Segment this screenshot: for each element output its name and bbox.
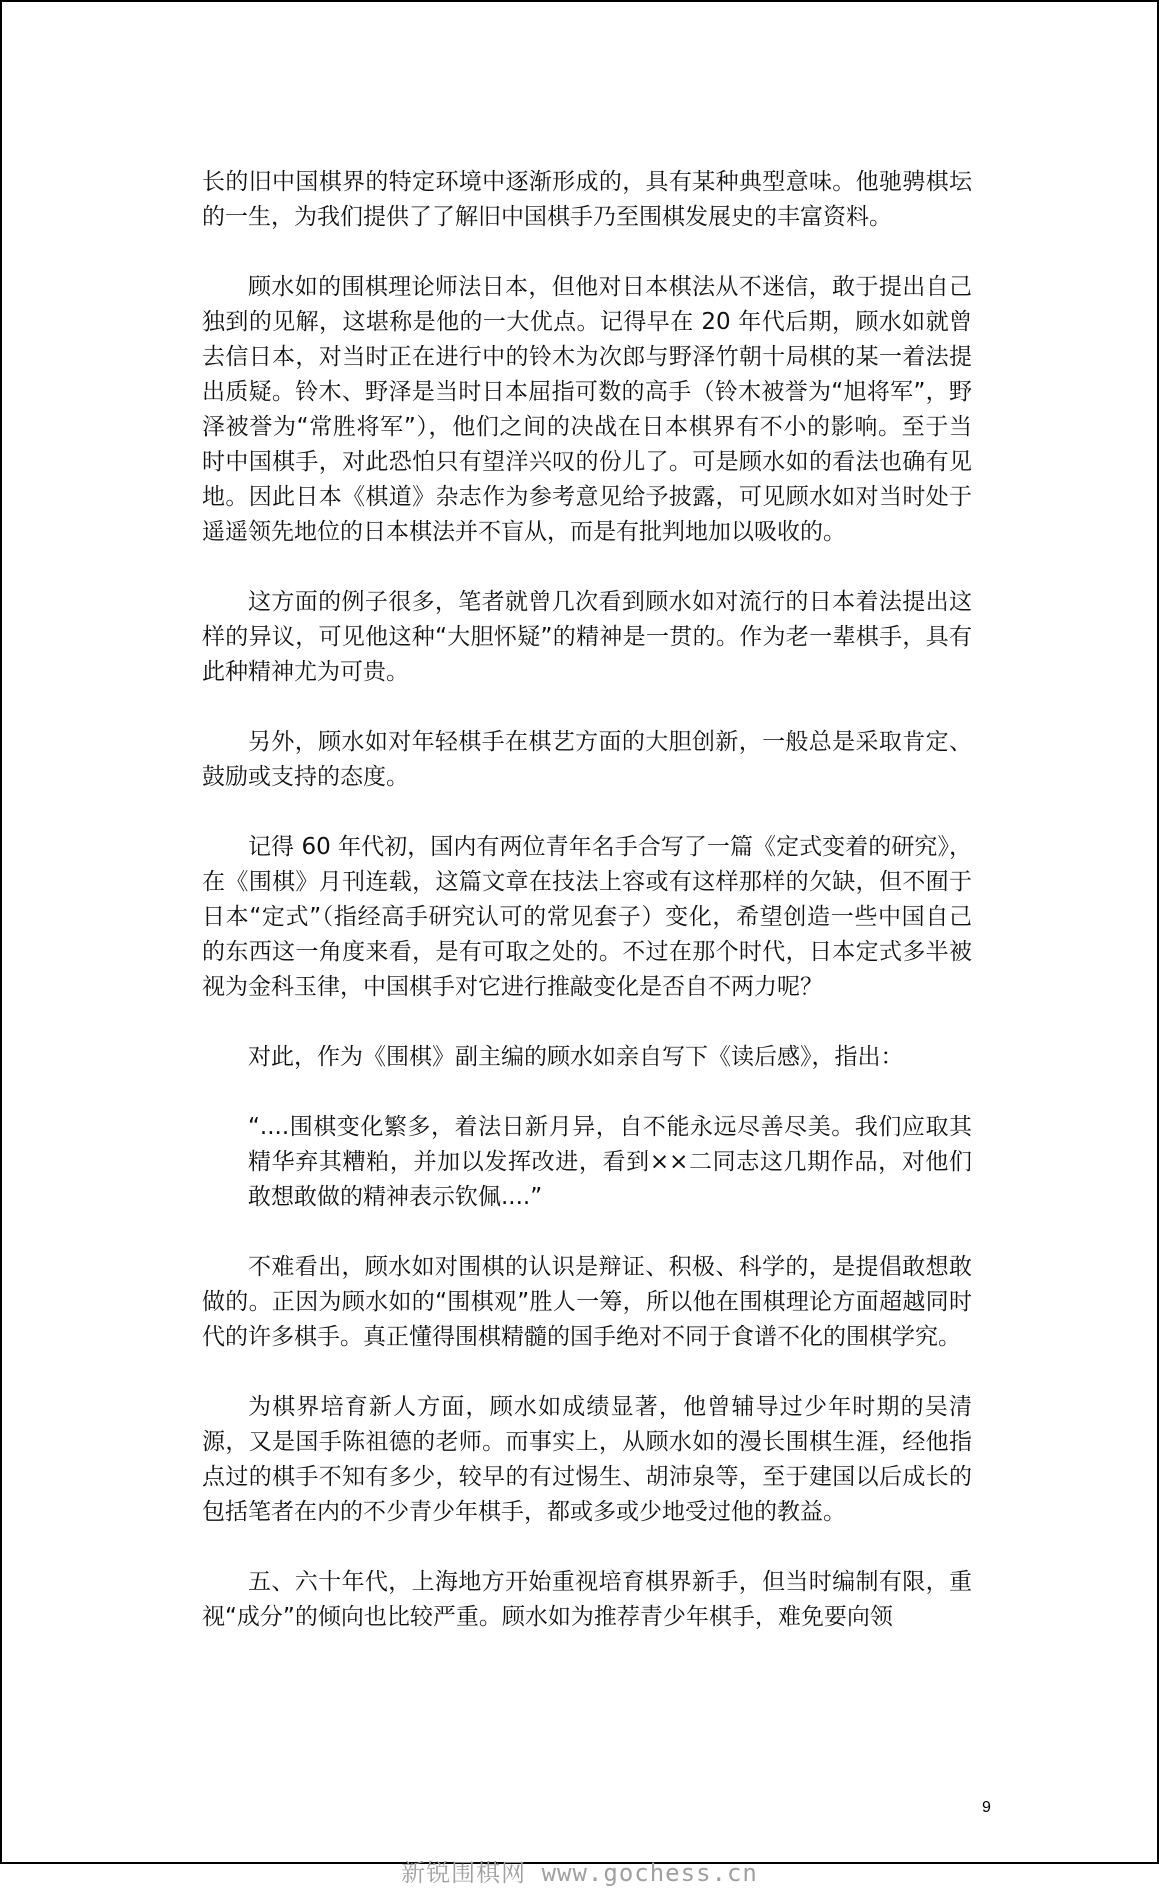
paragraph: 记得 60 年代初，国内有两位青年名手合写了一篇《定式变着的研究》，在《围棋》月刊连载，这篇文章在技法上容或有这样那样的欠缺，但不囿于日本“定式”（指经高手研究认可的常见套子）变化，希望创造一些中国自己的东西这一角度来看，是有可取之处的。不过在那个时代，日本定式多半被视为金科玉律，中国棋手对它进行推敲变化是否自不两力呢？ xyxy=(202,834,972,1000)
paragraph: 五、六十年代，上海地方开始重视培育棋界新手，但当时编制有限，重视“成分”的倾向也比较严重。顾水如为推荐青少年棋手，难免要向领 xyxy=(202,1569,972,1630)
paragraph: 顾水如的围棋理论师法日本，但他对日本棋法从不迷信，敢于提出自己独到的见解，这堪称是他的一大优点。记得早在 20 年代后期，顾水如就曾去信日本，对当时正在进行中的铃木为次郎与野泽竹朝十局棋的某一着法提出质疑。铃木、野泽是当时日本屈指可数的高手（铃木被誉为“旭将军”，野泽被誉为“常胜将军”），他们之间的决战在日本棋界有不小的影响。至于当时中国棋手，对此恐怕只有望洋兴叹的份儿了。可是顾水如的看法也确有见地。因此日本《棋道》杂志作为参考意见给予披露，可见顾水如对当时处于遥遥领先地位的日本棋法并不盲从，而是有批判地加以吸收的。 xyxy=(202,274,972,545)
block-quote: “....围棋变化繁多，着法日新月异，自不能永远尽善尽美。我们应取其精华弃其糟粕，并加以发挥改进，看到××二同志这几期作品，对他们敢想敢做的精神表示钦佩....” xyxy=(248,1114,972,1210)
paragraph: 另外，顾水如对年轻棋手在棋艺方面的大胆创新，一般总是采取肯定、鼓励或支持的态度。 xyxy=(202,729,972,790)
paragraph-continued: 长的旧中国棋界的特定环境中逐渐形成的，具有某种典型意味。他驰骋棋坛的一生，为我们提供了了解旧中国棋手乃至围棋发展史的丰富资料。 xyxy=(202,169,972,230)
paragraph: 这方面的例子很多，笔者就曾几次看到顾水如对流行的日本着法提出这样的异议，可见他这种“大胆怀疑”的精神是一贯的。作为老一辈棋手，具有此种精神尤为可贵。 xyxy=(202,589,972,685)
paragraph: 对此，作为《围棋》副主编的顾水如亲自写下《读后感》，指出： xyxy=(248,1044,904,1070)
paragraph: 为棋界培育新人方面，顾水如成绩显著，他曾辅导过少年时期的吴清源，又是国手陈祖德的老师。而事实上，从顾水如的漫长围棋生涯，经他指点过的棋手不知有多少，较早的有过惕生、胡沛泉等，至于建国以后成长的包括笔者在内的不少青少年棋手，都或多或少地受过他的教益。 xyxy=(202,1394,972,1525)
page-number: 9 xyxy=(982,1799,991,1816)
paragraph: 不难看出，顾水如对围棋的认识是辩证、积极、科学的，是提倡敢想敢做的。正因为顾水如的“围棋观”胜人一筹，所以他在围棋理论方面超越同时代的许多棋手。真正懂得围棋精髓的国手绝对不同于食谱不化的围棋学究。 xyxy=(202,1254,972,1350)
body-text xyxy=(202,165,972,1670)
site-watermark: 新锐围棋网 www.gochess.cn xyxy=(401,1859,758,1887)
